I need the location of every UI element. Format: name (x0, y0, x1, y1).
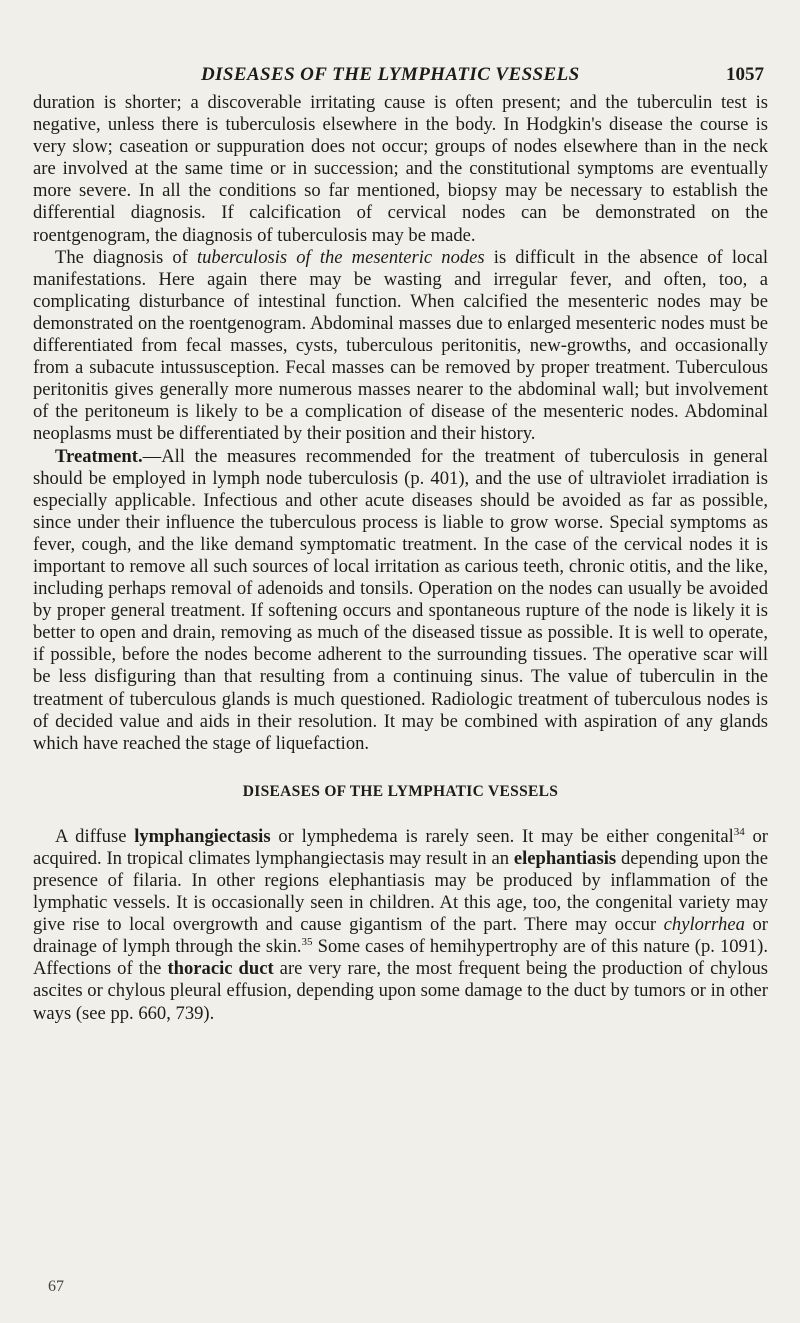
signature-mark: 67 (48, 1278, 64, 1295)
paragraph-treatment (33, 446, 768, 755)
running-head-title: DISEASES OF THE LYMPHATIC VESSELS (201, 64, 580, 85)
running-head (33, 56, 768, 92)
text-run: The diagnosis of (55, 246, 197, 268)
paragraph-lymphatic-vessels (33, 826, 768, 1025)
bold-term-lymphangiectasis: lymphangiectasis (134, 825, 271, 847)
treatment-heading: Treatment. (55, 445, 143, 467)
paragraph-text: duration is shorter; a discoverable irritating cause is often present; and the tuberculin test is negative, unless there is tuberculosis elsewhere in the body. In Hodgkin's disease the course is very slow; caseation or suppuration does not occur; groups of nodes elsewhere than in the neck are involved at the same time or in succession; and the constitutional symptoms are eventually more severe. In all the conditions so far mentioned, biopsy may be necessary to establish the differential diagnosis. If calcification of cervical nodes can be demonstrated on the roentgenogram, the diagnosis of tuberculosis may be made. (33, 92, 768, 246)
text-run: depending upon the presence of filaria. In other regions elephantiasis may be produced by inflammation of the lymphatic vessels. It is occasionally seen in children. At this age, too, the congenital variety may give rise to local overgrowth and cause gigantism of the part. There may occur (33, 847, 768, 936)
text-run: or drainage of lymph through the skin. (33, 914, 768, 958)
page-number: 1057 (726, 64, 764, 85)
book-page (33, 56, 768, 1025)
text-run: are very rare, the most frequent being the production of chylous ascites or chylous pleural effusion, depending upon some damage to the duct by tumors or in other ways (see pp. 660, 739). (33, 958, 768, 1024)
footnote-ref-35: 35 (301, 936, 313, 949)
bold-term-elephantiasis: elephantiasis (513, 847, 617, 869)
footnote-ref-34: 34 (733, 825, 745, 838)
text-run: or lymphedema is rarely seen. It may be either congenital (270, 825, 734, 847)
section-heading: DISEASES OF THE LYMPHATIC VESSELS (242, 782, 559, 800)
paragraph-mesenteric-nodes (33, 247, 768, 446)
italic-term: tuberculosis of the mesenteric nodes (196, 246, 485, 268)
text-run: A diffuse (55, 825, 135, 847)
italic-term-chylorrhea: chylorrhea (663, 914, 745, 936)
paragraph-differential-diagnosis (33, 92, 768, 247)
text-run: is difficult in the absence of local manifestations. Here again there may be wasting and irregular fever, and often, too, a complicating disturbance of intestinal function. When calcified the mesenteric nodes may be demonstrated on the roentgenogram. Abdominal masses due to enlarged mesenteric nodes must be differentiated from fecal masses, cysts, tuberculous peritonitis, new-growths, and occasionally from a subacute intussusception. Fecal masses can be removed by proper treatment. Tuberculous peritonitis gives generally more numerous masses nearer to the abdominal wall; but involvement of the peritoneum is likely to be a complication of disease of the mesenteric nodes. Abdominal neoplasms must be differentiated by their position and their history. (33, 246, 768, 445)
paragraph-text: —All the measures recommended for the treatment of tuberculosis in general should be employed in lymph node tuberculosis (p. 401), and the use of ultraviolet irradiation is especially applicable. Infectious and other acute diseases should be avoided as far as possible, since under their influence the tuberculous process is liable to grow worse. Special symptoms as fever, cough, and the like demand symptomatic treatment. In the case of the cervical nodes it is important to remove all such sources of local irritation as carious teeth, chronic otitis, and the like, including perhaps removal of adenoids and tonsils. Operation on the nodes can usually be avoided by proper general treatment. If softening occurs and spontaneous rupture of the node is likely it is better to open and drain, removing as much of the diseased tissue as possible. It is well to operate, if possible, before the nodes become adherent to the surrounding tissues. The operative scar will be less disfiguring than that resulting from a continuing sinus. The value of tuberculin in the treatment of tuberculous glands is much questioned. Radiologic treatment of tuberculous nodes is of decided value and aids in their resolution. It may be combined with aspiration of any glands which have reached the stage of liquefaction. (33, 445, 768, 754)
text-run: or acquired. In tropical climates lymphangiectasis may result in an (33, 825, 768, 869)
text-run: Some cases of hemihypertrophy are of this nature (p. 1091). Affections of the (33, 936, 768, 980)
bold-term-thoracic-duct: thoracic duct (167, 958, 274, 980)
